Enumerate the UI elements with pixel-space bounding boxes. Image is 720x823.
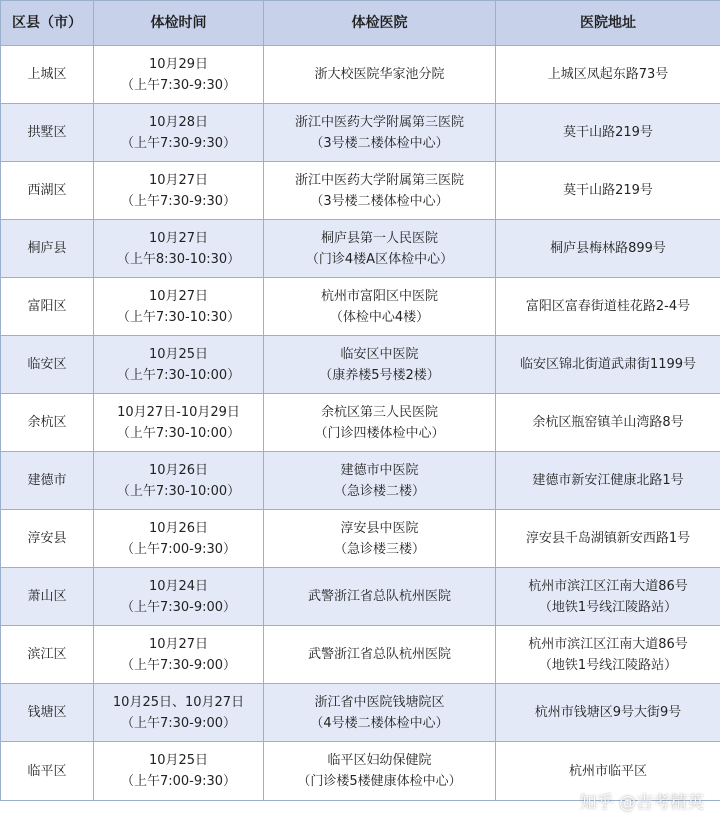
county-cell — [1, 220, 94, 278]
address-line: 莫干山路219号 — [563, 125, 653, 140]
hospital-name: 浙大校医院华家池分院 — [314, 67, 445, 82]
hospital-cell — [264, 162, 496, 220]
hospital-cell — [264, 742, 496, 801]
exam-hours: （上午7:30-9:00） — [120, 715, 237, 731]
exam-date: 10月27日-10月29日 — [117, 404, 240, 420]
exam-time-cell — [94, 162, 264, 220]
watermark: 知乎 @吉考精英 — [579, 793, 704, 813]
exam-hours: （上午7:30-10:30） — [116, 309, 241, 325]
hospital-location: （门诊4楼A区体检中心） — [305, 251, 454, 267]
exam-date: 10月26日 — [148, 520, 209, 536]
county-cell — [1, 742, 94, 801]
address-cell — [496, 452, 720, 510]
hospital-name: 建德市中医院 — [340, 462, 419, 478]
hospital-name: 浙江中医药大学附属第三医院 — [294, 172, 464, 188]
hospital-name: 浙江省中医院钱塘院区 — [314, 694, 445, 710]
address-line: 余杭区瓶窑镇羊山湾路8号 — [532, 415, 684, 430]
address-cell — [496, 220, 720, 278]
hospital-location: （康养楼5号楼2楼） — [319, 367, 440, 383]
hospital-name: 余杭区第三人民医院 — [320, 404, 438, 420]
hospital-cell — [264, 336, 496, 394]
hospital-location: （3号楼二楼体检中心） — [310, 135, 449, 151]
address-cell — [496, 162, 720, 220]
county-name: 临安区 — [27, 357, 67, 372]
county-name: 富阳区 — [27, 299, 67, 314]
table-row — [1, 336, 720, 394]
county-cell — [1, 394, 94, 452]
address-line: 淳安县千岛湖镇新安西路1号 — [525, 531, 691, 546]
address-line: 富阳区富春街道桂花路2-4号 — [525, 299, 691, 314]
table-row — [1, 742, 720, 801]
address-line: 临安区锦北街道武肃街1199号 — [519, 357, 697, 372]
address-cell — [496, 46, 720, 104]
exam-date: 10月27日 — [148, 172, 209, 188]
hospital-cell — [264, 104, 496, 162]
exam-time-cell — [94, 684, 264, 742]
address-cell — [496, 742, 720, 801]
county-name: 钱塘区 — [27, 705, 67, 720]
hospital-name: 桐庐县第一人民医院 — [320, 230, 438, 246]
address-cell — [496, 684, 720, 742]
exam-time-cell — [94, 626, 264, 684]
county-cell — [1, 626, 94, 684]
county-name: 桐庐县 — [27, 241, 67, 256]
exam-time-cell — [94, 220, 264, 278]
exam-date: 10月24日 — [148, 578, 209, 594]
hospital-name: 杭州市富阳区中医院 — [320, 288, 438, 304]
address-cell — [496, 104, 720, 162]
address-cell — [496, 278, 720, 336]
exam-date: 10月27日 — [148, 636, 209, 652]
exam-date: 10月27日 — [148, 230, 209, 246]
hospital-name: 淳安县中医院 — [340, 520, 419, 536]
header-hospital: 体检医院 — [264, 1, 496, 46]
table-row — [1, 452, 720, 510]
exam-hours: （上午7:30-9:30） — [120, 77, 237, 93]
table-row — [1, 46, 720, 104]
exam-time-cell — [94, 278, 264, 336]
county-cell — [1, 568, 94, 626]
hospital-location: （4号楼二楼体检中心） — [310, 715, 449, 731]
county-cell — [1, 510, 94, 568]
table-row — [1, 104, 720, 162]
county-name: 余杭区 — [27, 415, 67, 430]
exam-hours: （上午7:00-9:30） — [120, 541, 237, 557]
address-note: （地铁1号线江陵路站） — [538, 657, 678, 673]
address-line: 建德市新安江健康北路1号 — [532, 473, 684, 488]
exam-date: 10月25日、10月27日 — [112, 694, 245, 710]
county-cell — [1, 46, 94, 104]
exam-time-cell — [94, 452, 264, 510]
address-line: 莫干山路219号 — [563, 183, 653, 198]
hospital-cell — [264, 46, 496, 104]
hospital-location: （急诊楼二楼） — [333, 483, 425, 499]
hospital-cell — [264, 394, 496, 452]
hospital-cell — [264, 220, 496, 278]
hospital-cell — [264, 626, 496, 684]
address-line: 杭州市滨江区江南大道86号 — [528, 636, 688, 652]
address-line: 杭州市滨江区江南大道86号 — [528, 578, 688, 594]
table-row — [1, 220, 720, 278]
hospital-name: 武警浙江省总队杭州医院 — [307, 647, 451, 662]
county-name: 西湖区 — [27, 183, 67, 198]
address-cell — [496, 336, 720, 394]
exam-date: 10月27日 — [148, 288, 209, 304]
exam-hours: （上午7:00-9:30） — [120, 774, 237, 789]
table-row — [1, 394, 720, 452]
exam-date: 10月25日 — [148, 346, 209, 362]
hospital-location: （急诊楼三楼） — [333, 541, 425, 557]
exam-hours: （上午7:30-9:30） — [120, 193, 237, 209]
table-row — [1, 684, 720, 742]
table-row — [1, 278, 720, 336]
hospital-cell — [264, 278, 496, 336]
county-cell — [1, 278, 94, 336]
address-line: 杭州市钱塘区9号大街9号 — [534, 705, 682, 720]
address-cell — [496, 510, 720, 568]
exam-date: 10月26日 — [148, 462, 209, 478]
table-row — [1, 568, 720, 626]
exam-hours: （上午8:30-10:30） — [116, 251, 241, 267]
exam-hours: （上午7:30-10:00） — [116, 425, 241, 441]
county-name: 萧山区 — [27, 589, 67, 604]
hospital-name: 临平区妇幼保健院 — [327, 753, 432, 768]
county-name: 淳安县 — [27, 531, 67, 546]
table-row — [1, 626, 720, 684]
county-name: 滨江区 — [27, 647, 67, 662]
county-cell — [1, 684, 94, 742]
hospital-cell — [264, 510, 496, 568]
address-cell — [496, 626, 720, 684]
table-row — [1, 510, 720, 568]
exam-date: 10月29日 — [148, 56, 209, 72]
table-header-row — [1, 1, 720, 46]
county-cell — [1, 336, 94, 394]
header-county: 区县（市） — [1, 1, 94, 46]
header-exam-time: 体检时间 — [94, 1, 264, 46]
exam-hours: （上午7:30-10:00） — [116, 483, 241, 499]
address-line: 杭州市临平区 — [568, 763, 647, 779]
hospital-name: 临安区中医院 — [340, 346, 419, 362]
address-line: 上城区凤起东路73号 — [547, 67, 669, 82]
exam-time-cell — [94, 394, 264, 452]
county-cell — [1, 452, 94, 510]
exam-hours: （上午7:30-10:00） — [116, 367, 241, 383]
address-cell — [496, 394, 720, 452]
hospital-cell — [264, 684, 496, 742]
header-address: 医院地址 — [496, 1, 720, 46]
exam-time-cell — [94, 336, 264, 394]
hospital-cell — [264, 568, 496, 626]
county-name: 建德市 — [27, 473, 67, 488]
exam-hours: （上午7:30-9:00） — [120, 657, 237, 673]
hospital-name: 武警浙江省总队杭州医院 — [307, 589, 451, 604]
address-line: 桐庐县梅林路899号 — [550, 241, 666, 256]
exam-date: 10月28日 — [148, 114, 209, 130]
county-cell — [1, 104, 94, 162]
exam-hours: （上午7:30-9:30） — [120, 135, 237, 151]
exam-hours: （上午7:30-9:00） — [120, 599, 237, 615]
county-name: 上城区 — [27, 67, 67, 82]
address-cell — [496, 568, 720, 626]
county-cell — [1, 162, 94, 220]
hospital-location: （门诊楼5楼健康体检中心） — [297, 774, 462, 789]
exam-time-cell — [94, 46, 264, 104]
table-row — [1, 162, 720, 220]
exam-time-cell — [94, 104, 264, 162]
exam-date: 10月25日 — [148, 753, 209, 768]
hospital-location: （门诊四楼体检中心） — [314, 425, 445, 441]
hospital-location: （3号楼二楼体检中心） — [310, 193, 449, 209]
hospital-location: （体检中心4楼） — [329, 309, 430, 325]
exam-time-cell — [94, 742, 264, 801]
hospital-name: 浙江中医药大学附属第三医院 — [294, 114, 464, 130]
exam-time-cell — [94, 568, 264, 626]
county-name: 拱墅区 — [27, 125, 67, 140]
hospital-cell — [264, 452, 496, 510]
county-name: 临平区 — [27, 763, 67, 779]
address-note: （地铁1号线江陵路站） — [538, 599, 678, 615]
exam-time-cell — [94, 510, 264, 568]
